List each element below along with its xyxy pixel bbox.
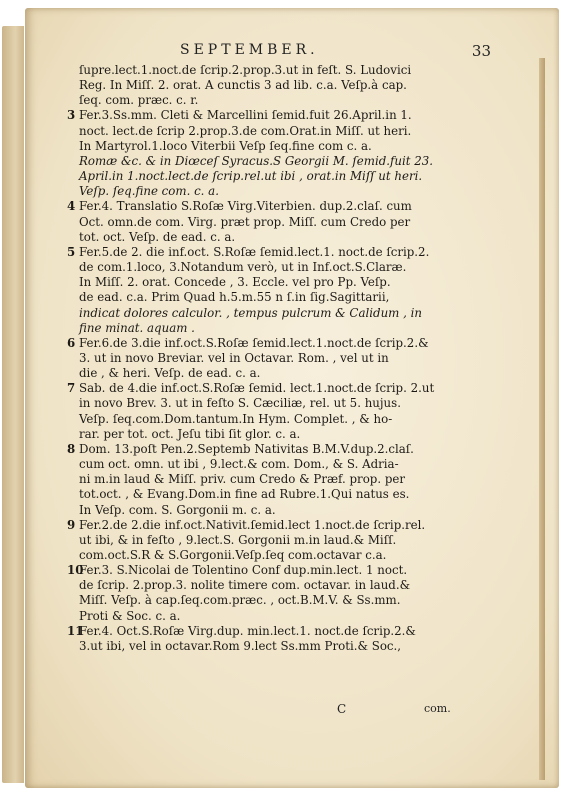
line-text: Veſp. ſeq.fine com. c. a.: [79, 184, 219, 199]
day-number: 5: [67, 244, 76, 259]
text-line: [67, 503, 497, 518]
calendar-entry-line: [67, 336, 497, 351]
line-text: tot.oct. , & Evang.Dom.in fine ad Rubre.1.Qui natus es.: [79, 487, 410, 502]
line-text: Fer.4. Oct.S.Roſæ Virg.dup. min.lect.1. noct.de ſcrip.2.&: [79, 623, 416, 638]
text-line: [67, 457, 497, 472]
line-text: tot. oct. Veſp. de ead. c. a.: [79, 229, 236, 244]
text-line: [67, 396, 497, 411]
line-text: Fer.5.de 2. die inf.oct. S.Roſæ ſemid.lect.1. noct.de ſcrip.2.: [79, 244, 430, 259]
line-text: Miſſ. Veſp. à cap.ſeq.com.præc. , oct.B.M.V. & Ss.mm.: [79, 593, 401, 608]
text-line: [67, 124, 497, 139]
line-text: ut ibi, & in feſto , 9.lect.S. Gorgonii m.in laud.& Miſſ.: [79, 532, 397, 547]
line-text: 3. ut in novo Breviar. vel in Octavar. Rom. , vel ut in: [79, 350, 389, 365]
line-text: de ſcrip. 2.prop.3. nolite timere com. octavar. in laud.&: [79, 578, 411, 593]
line-text: cum oct. omn. ut ibi , 9.lect.& com. Dom., & S. Adria-: [79, 457, 399, 472]
text-line: [67, 139, 497, 154]
line-text: Fer.3.Ss.mm. Cleti & Marcellini ſemid.fuit 26.April.in 1.: [79, 108, 412, 123]
line-text: ſupre.lect.1.noct.de ſcrip.2.prop.3.ut in feſt. S. Ludovici: [79, 63, 412, 77]
calendar-entry-line: [67, 518, 497, 533]
facing-page-edge: [2, 26, 24, 783]
signature-mark: C: [337, 702, 347, 716]
line-text: 3.ut ibi, vel in octavar.Rom 9.lect Ss.mm Proti.& Soc.,: [79, 638, 402, 653]
page-number: 33: [471, 42, 491, 60]
calendar-entry-line: [67, 381, 497, 396]
day-number: 9: [67, 517, 76, 532]
line-text: noct. lect.de ſcrip 2.prop.3.de com.Orat.in Miſſ. ut heri.: [79, 123, 412, 138]
page-edge: [539, 58, 545, 780]
text-line: [67, 321, 497, 336]
calendar-entry-line: [67, 108, 497, 123]
day-number: 3: [67, 108, 76, 123]
line-text: In Miſſ. 2. orat. Concede , 3. Eccle. vel pro Pp. Veſp.: [79, 275, 391, 290]
text-line: [67, 578, 497, 593]
day-number: 6: [67, 335, 76, 350]
day-number: 11: [67, 623, 84, 638]
text-line: [67, 230, 497, 245]
line-text: Fer.3. S.Nicolai de Tolentino Conf dup.min.lect. 1 noct.: [79, 563, 408, 578]
line-text: Dom. 13.poſt Pen.2.Septemb Nativitas B.M.V.dup.2.claſ.: [79, 441, 414, 456]
line-text: die , & heri. Veſp. de ead. c. a.: [79, 366, 261, 381]
text-line: [67, 412, 497, 427]
calendar-text: [67, 63, 497, 654]
line-text: ſeq. com. præc. c. r.: [79, 93, 199, 108]
day-number: 7: [67, 381, 76, 396]
calendar-entry-line: [67, 624, 497, 639]
line-text: rar. per tot. oct. Jeſu tibi ſit glor. c. a.: [79, 426, 301, 441]
line-text: Fer.6.de 3.die inf.oct.S.Roſæ ſemid.lect.1.noct.de ſcrip.2.&: [79, 335, 429, 350]
line-text: com.oct.S.R & S.Gorgonii.Veſp.ſeq com.octavar c.a.: [79, 548, 387, 562]
calendar-entry-line: [67, 563, 497, 578]
line-text: Fer.4. Translatio S.Roſæ Virg.Viterbien. dup.2.claſ. cum: [79, 199, 412, 214]
text-line: [67, 472, 497, 487]
line-text: Oct. omn.de com. Virg. præt prop. Miſſ. cum Credo per: [79, 214, 411, 229]
text-line: [67, 487, 497, 502]
text-line: [67, 184, 497, 199]
line-text: In Veſp. com. S. Gorgonii m. c. a.: [79, 502, 276, 517]
line-text: ni m.in laud & Miſſ. priv. cum Credo & Præf. prop. per: [79, 472, 406, 487]
line-text: Proti & Soc. c. a.: [79, 608, 181, 623]
text-line: [67, 306, 497, 321]
line-text: Romæ &c. & in Diœceſ Syracus.S Georgii M. ſemid.fuit 23.: [79, 153, 434, 168]
text-line: [67, 593, 497, 608]
text-line: [67, 215, 497, 230]
text-line: [67, 275, 497, 290]
calendar-entry-line: [67, 245, 497, 260]
text-line: [67, 609, 497, 624]
line-text: de com.1.loco, 3.Notandum verò, ut in Inf.oct.S.Claræ.: [79, 260, 407, 275]
line-text: Fer.2.de 2.die inf.oct.Nativit.ſemid.lect 1.noct.de ſcrip.rel.: [79, 517, 426, 532]
text-line: [67, 290, 497, 305]
line-text: indicat dolores calculor. , tempus pulcrum & Calidum , in: [79, 305, 422, 320]
line-text: in novo Brev. 3. ut in feſto S. Cæciliæ, rel. ut 5. hujus.: [79, 396, 401, 411]
calendar-entry-line: [67, 442, 497, 457]
text-line: [67, 366, 497, 381]
line-text: de ead. c.a. Prim Quad h.5.m.55 n ſ.in ſig.Sagittarii,: [79, 290, 390, 305]
running-head: SEPTEMBER.: [180, 42, 319, 58]
text-line: [67, 78, 497, 93]
text-line: [67, 154, 497, 169]
line-text: Veſp. ſeq.com.Dom.tantum.In Hym. Complet. , & ho-: [79, 411, 393, 426]
calendar-entry-line: [67, 199, 497, 214]
line-text: In Martyrol.1.loco Viterbii Veſp ſeq.fine com c. a.: [79, 138, 372, 153]
text-line: [67, 351, 497, 366]
text-line: [67, 427, 497, 442]
line-text: Reg. In Miſſ. 2. orat. A cunctis 3 ad lib. c.a. Veſp.à cap.: [79, 78, 407, 93]
catchword: com.: [424, 702, 451, 715]
line-text: Sab. de 4.die inf.oct.S.Roſæ ſemid. lect.1.noct.de ſcrip. 2.ut: [79, 381, 435, 396]
text-line: [67, 93, 497, 108]
day-number: 4: [67, 199, 76, 214]
line-text: April.in 1.noct.lect.de ſcrip.rel.ut ibi , orat.in Miſſ ut heri.: [79, 169, 423, 184]
text-line: [67, 169, 497, 184]
text-line: [67, 548, 497, 563]
text-line: [67, 639, 497, 654]
day-number: 8: [67, 441, 76, 456]
line-text: fine minat. aquam .: [79, 320, 195, 335]
text-line: [67, 63, 497, 78]
day-number: 10: [67, 563, 84, 578]
text-line: [67, 533, 497, 548]
text-line: [67, 260, 497, 275]
